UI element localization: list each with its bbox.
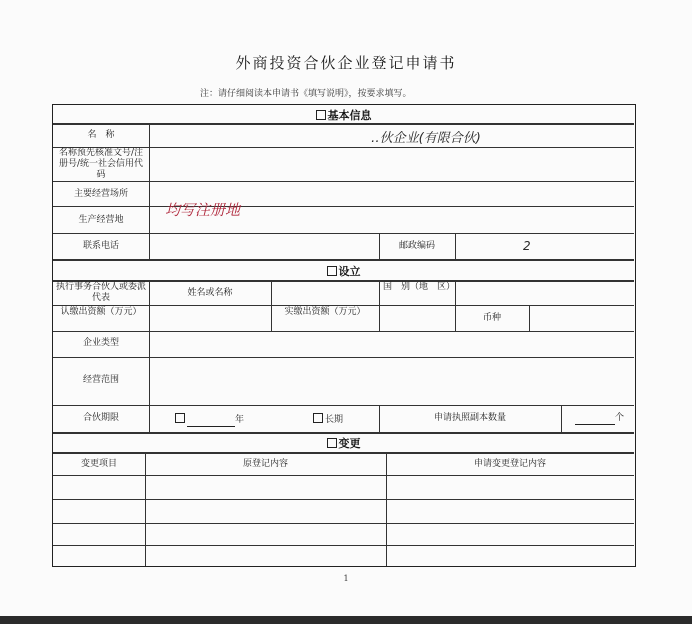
name-label: 名 称 bbox=[87, 130, 115, 140]
business-scope-label: 经营范围 bbox=[82, 375, 119, 385]
postcode-label: 邮政编码 bbox=[398, 241, 435, 251]
checkbox-basic[interactable] bbox=[316, 110, 326, 120]
application-form-table bbox=[52, 104, 636, 567]
page-number: 1 bbox=[343, 574, 349, 583]
country-label: 国 别（地 区） bbox=[383, 282, 456, 292]
phone-label: 联系电话 bbox=[82, 241, 119, 251]
section-basic-info: 基本信息 bbox=[53, 107, 634, 123]
section-change: 变更 bbox=[53, 435, 634, 451]
scan-edge bbox=[0, 616, 692, 624]
license-copies-label: 申请执照副本数量 bbox=[433, 413, 506, 423]
exec-partner-label: 执行事务合伙人或委派代表 bbox=[55, 282, 146, 303]
checkbox-change[interactable] bbox=[327, 438, 337, 448]
name-or-title-label: 姓名或名称 bbox=[187, 288, 233, 298]
prod-address-handwriting: 均写注册地 bbox=[165, 201, 241, 219]
prod-address-label: 生产经营地 bbox=[78, 215, 124, 225]
name-value: ‥伙企业(有限合伙) bbox=[371, 131, 481, 146]
change-item-header: 变更项目 bbox=[80, 459, 117, 469]
original-content-header: 原登记内容 bbox=[242, 459, 288, 469]
currency-label: 币种 bbox=[482, 313, 501, 323]
checkbox-setup[interactable] bbox=[327, 266, 337, 276]
new-content-header: 申请变更登记内容 bbox=[473, 459, 546, 469]
checkbox-term-long[interactable] bbox=[313, 413, 323, 423]
paid-capital-label: 实缴出资额（万元） bbox=[284, 307, 366, 317]
form-note: 注：请仔细阅读本申请书《填写说明》，按要求填写。 bbox=[200, 89, 412, 99]
checkbox-term-years[interactable] bbox=[175, 413, 185, 423]
section-setup: 设立 bbox=[53, 263, 634, 279]
partnership-term-label: 合伙期限 bbox=[82, 413, 119, 423]
term-long-option: 长期 bbox=[313, 413, 343, 426]
enterprise-type-label: 企业类型 bbox=[82, 338, 119, 348]
postcode-value: 2 bbox=[523, 239, 531, 253]
license-copies-field[interactable]: 个 bbox=[575, 413, 624, 425]
form-title: 外商投资合伙企业登记申请书 bbox=[235, 54, 457, 72]
term-years-option: 年 bbox=[175, 413, 244, 427]
main-address-label: 主要经营场所 bbox=[73, 189, 128, 199]
code-label: 名称预先核准文号/注册号/统一社会信用代码 bbox=[58, 148, 144, 180]
subscribed-capital-label: 认缴出资额（万元） bbox=[60, 307, 142, 317]
